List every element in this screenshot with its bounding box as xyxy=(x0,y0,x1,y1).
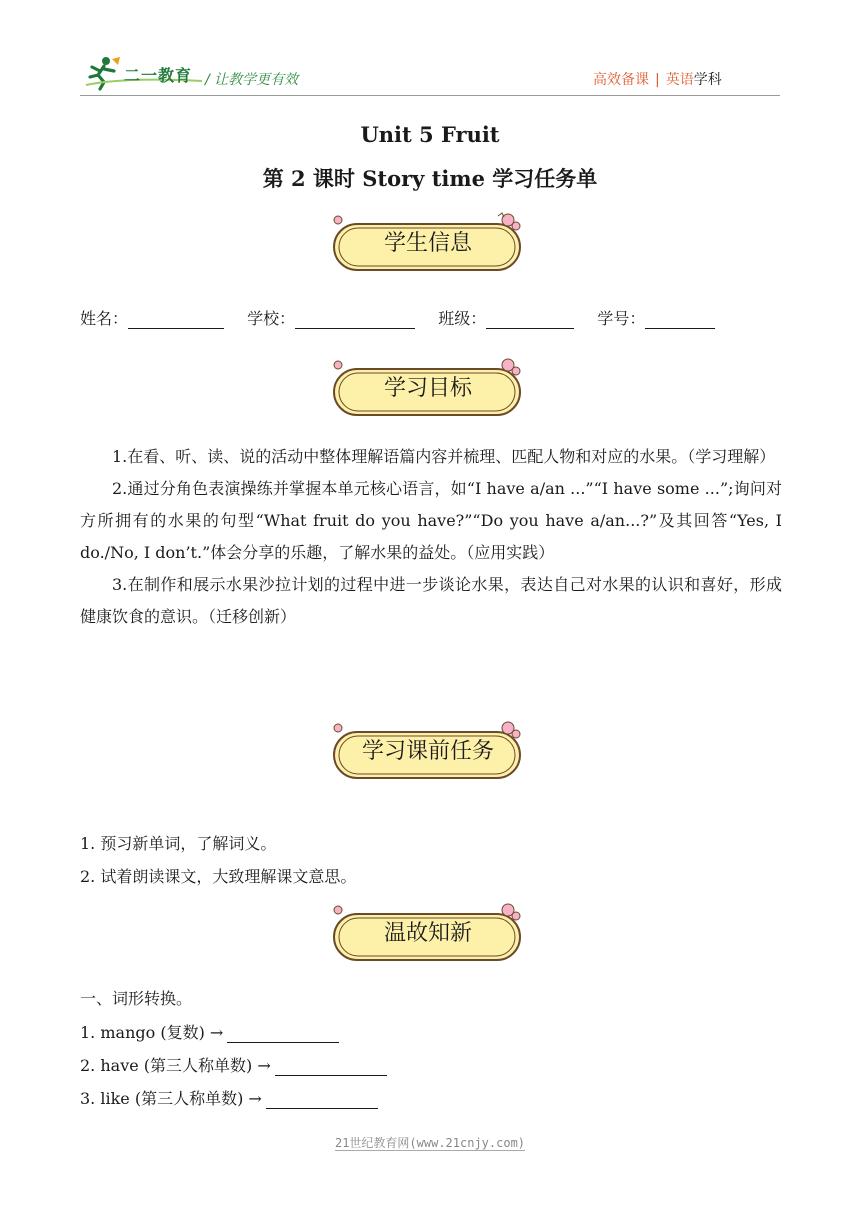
subject-label xyxy=(593,69,722,89)
banner-label: 学生信息 xyxy=(383,231,472,256)
student-info-fields xyxy=(80,306,715,329)
banner-label: 学习目标 xyxy=(383,376,472,401)
unit-title: Unit 5 Fruit xyxy=(360,122,500,147)
section-banner-pre-class xyxy=(328,720,528,784)
page-header xyxy=(0,0,860,100)
name-label: 姓名： xyxy=(80,309,129,328)
pre-task-item: 2. 试着朗读课文，大致理解课文意思。 xyxy=(80,867,357,886)
subject-part-3: 学科 xyxy=(693,72,722,88)
logo-text: 二一教育 xyxy=(124,66,193,85)
school-blank[interactable] xyxy=(295,310,415,329)
review-item xyxy=(80,1053,387,1076)
banner-label: 温故知新 xyxy=(383,921,472,946)
review-item-text: 2. have (第三人称单数) → xyxy=(80,1056,271,1075)
review-item xyxy=(80,1020,339,1043)
section-banner-review xyxy=(328,902,528,966)
review-item-text: 1. mango (复数) → xyxy=(80,1023,224,1042)
section-banner-objectives xyxy=(328,357,528,421)
objective-item: 3.在制作和展示水果沙拉计划的过程中进一步谈论水果，表达自己对水果的认识和喜好，形成健康饮食的意识。（迁移创新） xyxy=(80,575,782,626)
number-blank[interactable] xyxy=(645,310,715,329)
name-blank[interactable] xyxy=(128,310,224,329)
subject-part-1: 高效备课 xyxy=(593,72,649,88)
answer-blank[interactable] xyxy=(275,1059,387,1076)
class-blank[interactable] xyxy=(486,310,574,329)
subject-separator: | xyxy=(655,72,660,88)
objective-item: 1.在看、听、读、说的活动中整体理解语篇内容并梳理、匹配人物和对应的水果。（学习理解） xyxy=(112,447,776,466)
section-banner-student-info xyxy=(328,212,528,276)
footer-link[interactable]: 21世纪教育网(www.21cnjy.com) xyxy=(334,1136,526,1150)
page-footer xyxy=(0,1134,860,1151)
objective-item: 2.通过分角色表演操练并掌握本单元核心语言，如“I have a/an ...”“I have some ...”;询问对方所拥有的水果的句型“What fruit do you have?”“Do you have a/an...?”及其回答“Yes, I do./No, I don’t.”体会分享的乐趣，了解水果的益处。（应用实践） xyxy=(80,479,782,562)
review-heading: 一、词形转换。 xyxy=(80,989,193,1008)
slogan: / 让教学更有效 xyxy=(205,72,299,88)
lesson-title: 第 2 课时 Story time 学习任务单 xyxy=(262,166,598,191)
review-item-text: 3. like (第三人称单数) → xyxy=(80,1089,262,1108)
answer-blank[interactable] xyxy=(227,1026,339,1043)
answer-blank[interactable] xyxy=(266,1092,378,1109)
objectives-list xyxy=(80,441,782,633)
pre-task-item: 1. 预习新单词，了解词义。 xyxy=(80,834,277,853)
class-label: 班级： xyxy=(438,309,487,328)
school-label: 学校： xyxy=(247,309,296,328)
banner-label: 学习课前任务 xyxy=(361,739,494,764)
header-divider xyxy=(80,95,780,96)
number-label: 学号： xyxy=(597,309,646,328)
subject-part-2: 英语 xyxy=(665,72,694,88)
review-item xyxy=(80,1086,378,1109)
